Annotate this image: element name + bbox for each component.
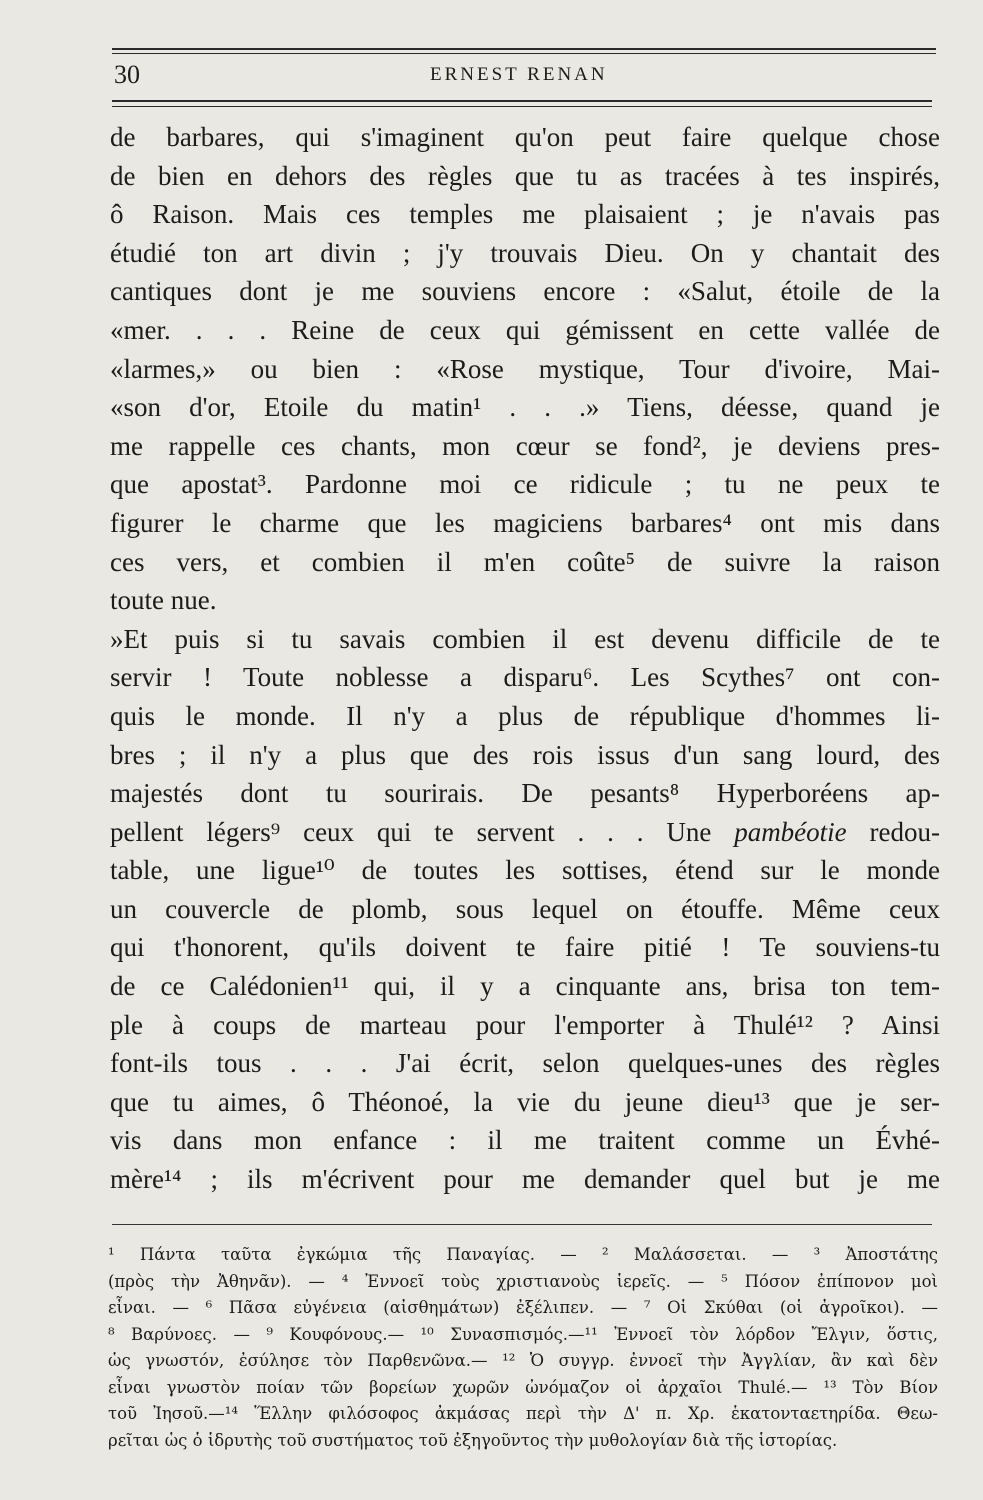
footnote-line: ρεῖται ὡς ὁ ἱδρυτὴς τοῦ συστήματος τοῦ ἐξηγοῦντος τὴν μυθολογίαν διὰ τῆς ἱστορίας. [108, 1430, 838, 1450]
footnote-line: ¹ Πάντα ταῦτα ἐγκώμια τῆς Παναγίας. — ² Μαλάσσεται. — ³ Ἀποστάτης [108, 1245, 938, 1264]
header-bottom-rule-thin [112, 106, 932, 107]
body-line: pellent légers⁹ ceux qui te servent . . . Une pambéotie redou- [110, 816, 940, 847]
body-line: de ce Calédonien¹¹ qui, il y a cinquante ans, brisa ton tem- [110, 971, 940, 1002]
header-top-rule [112, 48, 936, 50]
body-line: majestés dont tu sourirais. De pesants⁸ Hyperboréens ap- [110, 778, 940, 809]
body-line: de bien en dehors des règles que tu as tracées à tes inspirés, [110, 160, 940, 191]
italic-word: pambéotie [734, 816, 847, 847]
body-line: «mer. . . . Reine de ceux qui gémissent en cette vallée de [110, 314, 940, 345]
body-line: vis dans mon enfance : il me traitent comme un Évhé- [110, 1125, 940, 1156]
footnote-line: ⁸ Βαρύνοες. — ⁹ Κουφόνους.— ¹⁰ Συνασπισμός.—¹¹ Ἐννοεῖ τὸν λόρδον Ἔλγιν, ὅστις, [108, 1324, 938, 1344]
body-line: »Et puis si tu savais combien il est devenu difficile de te [110, 623, 940, 654]
page-number: 30 [114, 60, 140, 89]
running-head: ERNEST RENAN [430, 64, 608, 85]
page-header [112, 58, 938, 98]
body-line: que apostat³. Pardonne moi ce ridicule ; tu ne peux te [110, 469, 940, 500]
body-line: qui t'honorent, qu'ils doivent te faire pitié ! Te souviens-tu [110, 932, 940, 963]
body-line: table, une ligue¹⁰ de toutes les sottises, étend sur le monde [110, 855, 940, 886]
body-line: bres ; il n'y a plus que des rois issus d'un sang lourd, des [110, 739, 940, 770]
header-top-rule-thin [112, 53, 936, 54]
body-line: étudié ton art divin ; j'y trouvais Dieu. On y chantait des [110, 237, 940, 268]
footnote-rule [112, 1224, 932, 1225]
body-line: ces vers, et combien il m'en coûte⁵ de suivre la raison [110, 546, 940, 577]
footnote-line: ὡς γνωστόν, ἐσύλησε τὸν Παρθενῶνα.— ¹² Ὁ συγγρ. ἐννοεῖ τὴν Ἀγγλίαν, ἂν καὶ δὲν [108, 1351, 938, 1370]
body-line: un couvercle de plomb, sous lequel on étouffe. Même ceux [110, 893, 940, 924]
body-text [110, 118, 940, 1199]
body-line: de barbares, qui s'imaginent qu'on peut faire quelque chose [110, 122, 940, 152]
body-line: servir ! Toute noblesse a disparu⁶. Les Scythes⁷ ont con- [110, 662, 940, 693]
body-line: font-ils tous . . . J'ai écrit, selon quelques-unes des règles [110, 1048, 940, 1079]
footnote-line: τοῦ Ἰησοῦ.—¹⁴ Ἕλλην φιλόσοφος ἀκμάσας περὶ τὴν Δ' π. Χρ. ἑκατονταετηρίδα. Θεω- [108, 1404, 938, 1423]
body-line: figurer le charme que les magiciens barbares⁴ ont mis dans [110, 507, 940, 538]
footnote-line: (πρὸς τὴν Ἀθηνᾶν). — ⁴ Ἐννοεῖ τοὺς χριστιανοὺς ἱερεῖς. — ⁵ Πόσον ἐπίπονον μοὶ [108, 1271, 938, 1291]
footnotes [108, 1242, 938, 1454]
body-line: ô Raison. Mais ces temples me plaisaient ; je n'avais pas [110, 199, 940, 230]
header-bottom-rule [112, 100, 932, 102]
body-line: mère¹⁴ ; ils m'écrivent pour me demander quel but je me [110, 1164, 940, 1195]
footnote-line: εἶναι. — ⁶ Πᾶσα εὐγένεια (αἰσθημάτων) ἐξέλιπεν. — ⁷ Οἱ Σκύθαι (οἱ ἀγροῖκοι). — [108, 1298, 938, 1317]
body-line: que tu aimes, ô Théonoé, la vie du jeune dieu¹³ que je ser- [110, 1086, 940, 1117]
body-line: cantiques dont je me souviens encore : «Salut, étoile de la [110, 276, 940, 307]
body-line: toute nue. [110, 585, 217, 616]
body-line: «son d'or, Etoile du matin¹ . . .» Tiens, déesse, quand je [110, 392, 940, 423]
body-line: me rappelle ces chants, mon cœur se fond², je deviens pres- [110, 430, 940, 461]
body-line: «larmes,» ou bien : «Rose mystique, Tour d'ivoire, Mai- [110, 353, 940, 384]
body-line: quis le monde. Il n'y a plus de république d'hommes li- [110, 700, 940, 731]
footnote-line: εἶναι γνωστὸν ποίαν τῶν βορείων χωρῶν ὠνόμαζον οἱ ἀρχαῖοι Thulé.— ¹³ Τὸν Βίον [108, 1377, 938, 1397]
body-line: ple à coups de marteau pour l'emporter à Thulé¹² ? Ainsi [110, 1009, 940, 1040]
